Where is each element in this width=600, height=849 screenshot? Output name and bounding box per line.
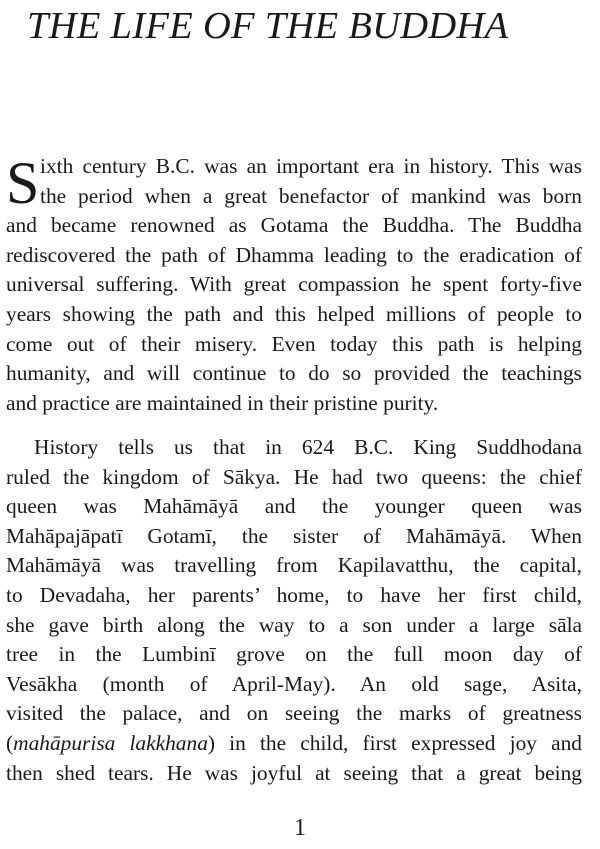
text-line: then shed tears. He was joyful at seeing that a great being bbox=[6, 760, 582, 785]
text-line: visited the palace, and on seeing the marks of greatness bbox=[6, 701, 582, 726]
text-line: ruled the kingdom of Sākya. He had two queens: the chief bbox=[6, 464, 582, 489]
page-number: 1 bbox=[294, 815, 306, 841]
drop-cap: S bbox=[6, 150, 40, 216]
text-line: Vesākha (month of April-May). An old sage, Asita, bbox=[6, 671, 582, 696]
text-line: rediscovered the path of Dhamma leading to the eradication of bbox=[6, 242, 582, 267]
paragraph-2 bbox=[6, 433, 582, 788]
text-line: History tells us that in 624 B.C. King Suddhodana bbox=[34, 435, 582, 459]
text-line-with-italic: (mahāpurisa lakkhana) in the child, first expressed joy and bbox=[6, 730, 583, 755]
text-line: and became renowned as Gotama the Buddha. The Buddha bbox=[6, 213, 582, 238]
text-line: come out of their misery. Even today this path is helping bbox=[6, 331, 582, 356]
text-line: she gave birth along the way to a son under a large sāla bbox=[6, 612, 582, 637]
text-line: ixth century B.C. was an important era in history. This was bbox=[40, 154, 582, 178]
paragraph-1 bbox=[6, 152, 582, 418]
italic-term: mahāpurisa lakkhana bbox=[13, 730, 208, 755]
text-line: years showing the path and this helped millions of people to bbox=[6, 301, 582, 326]
text-line: Mahāpajāpatī Gotamī, the sister of Mahāmāyā. When bbox=[6, 523, 582, 548]
text-line: universal suffering. With great compassion he spent forty-five bbox=[6, 272, 582, 297]
text-line: Mahāmāyā was travelling from Kapilavatthu, the capital, bbox=[6, 553, 582, 578]
text-line: tree in the Lumbinī grove on the full moon day of bbox=[6, 642, 582, 667]
text-line: queen was Mahāmāyā and the younger queen was bbox=[6, 494, 582, 519]
text-line: to Devadaha, her parents’ home, to have her first child, bbox=[6, 582, 582, 607]
text-line: and practice are maintained in their pristine purity. bbox=[6, 390, 439, 415]
chapter-title: THE LIFE OF THE BUDDHA bbox=[27, 5, 509, 47]
text-line: the period when a great benefactor of mankind was born bbox=[40, 183, 582, 208]
text-line-rest: in the child, first expressed joy and bbox=[215, 730, 583, 755]
text-line: humanity, and will continue to do so provided the teachings bbox=[6, 361, 582, 386]
